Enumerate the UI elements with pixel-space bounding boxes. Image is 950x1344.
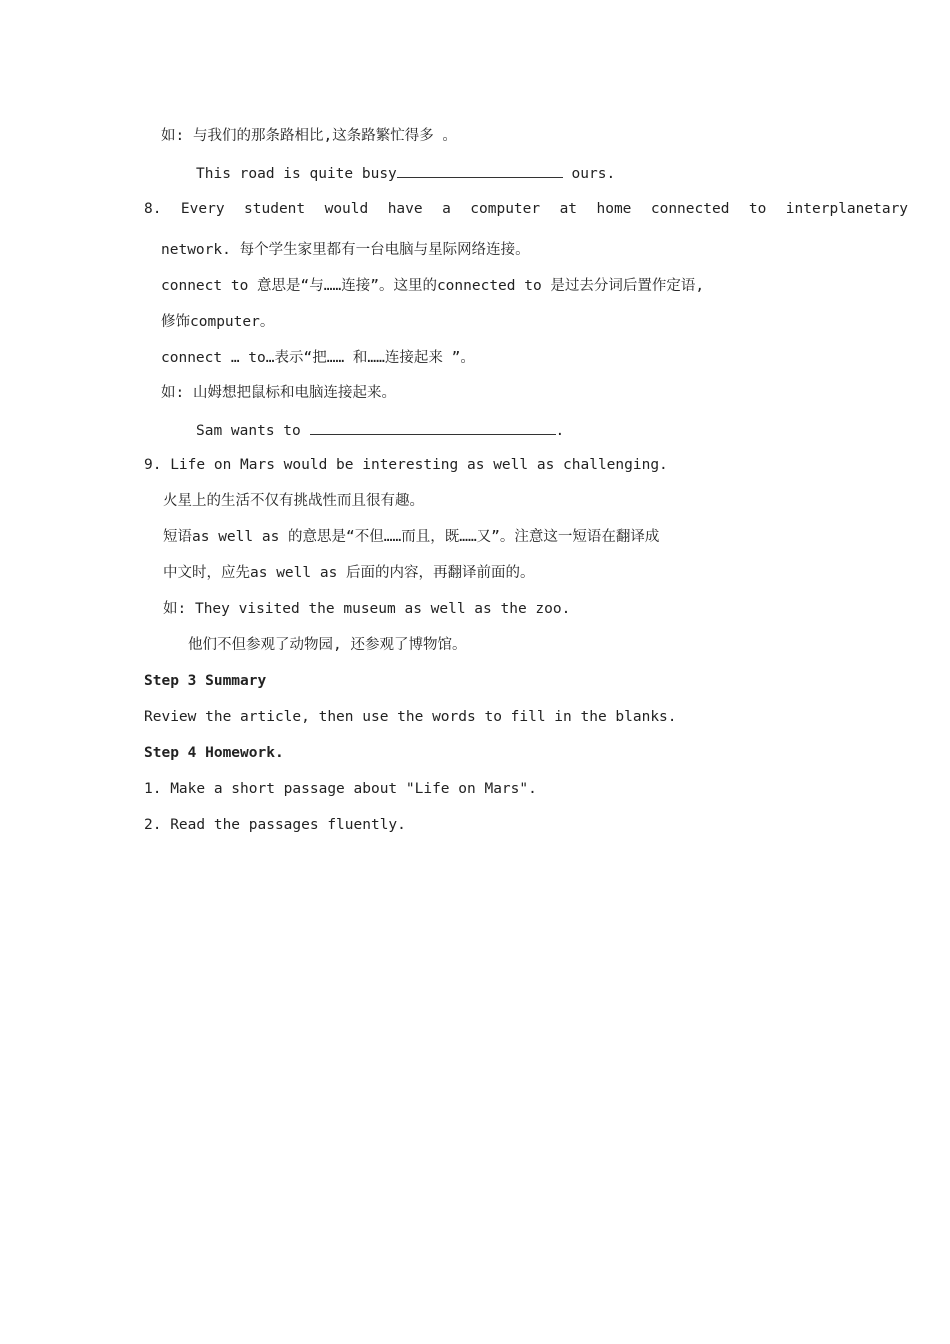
item8-fill-suffix: . [555,423,565,439]
example-en-suffix: ours. [562,166,616,182]
item8-sentence: 8. Every student would have a computer at home connected to interplanetary [144,201,909,217]
item9-note1-cont: 中文时，应先as well as 后面的内容，再翻译前面的。 [163,565,535,581]
example-en-prefix: This road is quite busy [196,166,397,182]
item9-sentence: 9. Life on Mars would be interesting as well as challenging. [144,457,668,473]
item8-note2: connect … to…表示“把…… 和……连接起来 ”。 [161,350,475,366]
example-en-sentence [196,163,615,184]
step3-text: Review the article, then use the words to fill in the blanks. [144,709,677,725]
item8-note1-cont: 修饰computer。 [161,314,275,330]
item8-fill-sentence [196,420,564,441]
step3-heading: Step 3 Summary [144,673,267,689]
item9-translation: 火星上的生活不仅有挑战性而且很有趣。 [163,493,424,509]
item9-example: 如: They visited the museum as well as the zoo. [163,601,571,617]
item8-note1: connect to 意思是“与……连接”。这里的connected to 是过去分词后置作定语, [161,278,705,294]
fill-blank [397,163,563,178]
item8-sentence-cont: network. 每个学生家里都有一台电脑与星际网络连接。 [161,242,530,258]
item8-fill-prefix: Sam wants to [196,423,310,439]
item9-note1: 短语as well as 的意思是“不但……而且，既……又”。注意这一短语在翻译成 [163,529,660,545]
homework-item-1: 1. Make a short passage about "Life on Mars". [144,781,537,797]
fill-blank [310,420,556,435]
example-intro-cn: 如: 与我们的那条路相比,这条路繁忙得多 。 [161,128,457,144]
step4-heading: Step 4 Homework. [144,745,284,761]
item9-example-translation: 他们不但参观了动物园, 还参观了博物馆。 [188,637,467,653]
item8-example: 如: 山姆想把鼠标和电脑连接起来。 [161,385,396,401]
homework-item-2: 2. Read the passages fluently. [144,817,406,833]
